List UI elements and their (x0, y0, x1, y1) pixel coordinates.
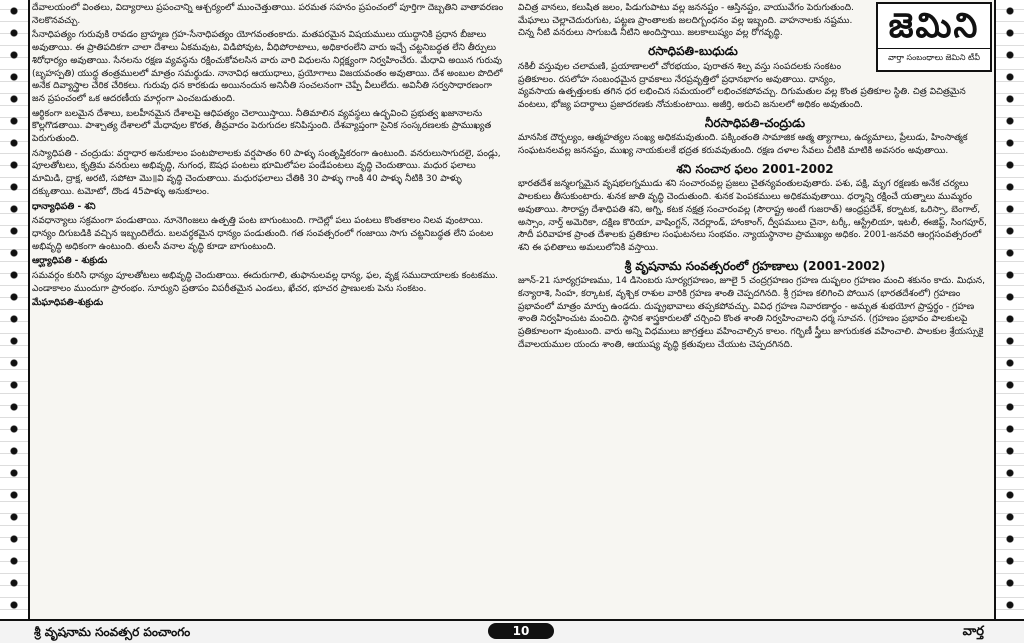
paragraph: సమవర్గం కురిసి ధాన్యం పూలతోటలు అభివృద్ధి చెందుతాయి. ఈదురుగాలి, తుఫానులవల్ల ధాన్య, ఫల, వృక్ష సముదాయాలకు కంటకము. ఎండాకాలం ముందుగా ప్రారంభం. సూర్యుని ప్రతాపం విపరీతమైన ఎండలు, ఖేచర, భూచర ప్రాణులకు పెను సంకటం. (32, 271, 498, 294)
logo-tagline: వార్తా సంబంధాలు జెమిని టీవీ (878, 48, 990, 67)
paragraph: ఆర్థికంగా బలమైన దేశాలు, బలహీనమైన దేశాలపై ఆధిపత్యం చెలాయిస్తాయి. నీతిమాలిన వ్యవస్థలు ఉద్భవించి ప్రభుత్వ ఖజానాలను కొల్లగొడతాయి. పాశ్చాత్య దేశాలలో మేధావుల కొరత, తీవ్రవాదం పెరుగుదల కనిపిస్తుంది. దేశవ్యాప్తంగా సైనిక సంస్కరణలకు ప్రాముఖ్యత పెరుగుతుంది. (32, 108, 492, 145)
section-title: శ్రీ వృషనామ సంవత్సరంలో గ్రహణాలు (2001-2002) (624, 258, 886, 273)
section-title: రసాధిపతి-బుధుడు (648, 44, 738, 59)
paragraph: దేవాలయంలో వింతలు, విద్యారాలు ప్రపంచాన్ని ఆశ్చర్యంలో ముంచెత్తుతాయి. పరమత సహనం ప్రపంచంలో పూర్తిగా దెబ్బతిని వాతావరణం నెలకొనవచ్చు. (32, 3, 504, 26)
paragraph: నకిలీ వస్తువుల చలామణి, ప్రయాణాలలో చోరభయం, పురాతన శిల్ప వస్తు సంపదలకు సంకటం ప్రతికూలం. రసలోహ సంబంధమైన ద్రావకాలు నేరప్రవృత్తిలో ప్రధానభాగం అవుతాయి. ధాన్యం, వ్యవసాయ ఉత్పత్తులకు తగిన ధర లభించిన సమయంలో లభించకపోవచ్చు. దిగుమతుల వల్ల కొంత ప్రతికూల స్థితి. చిత్ర విచిత్రమైన వంటలు, భోజ్య పదార్థాలు ప్రజాదరణకు నోచుకుంటాయి. అజీర్తి, అరుచి జనులలో అధికం అవుతుంది. (518, 61, 966, 110)
newspaper-logo-text: వార్త (962, 624, 984, 639)
paragraph: సేనాధిపత్యం గురువుకి రావడం బ్రాహ్మణ గ్రహ-సేనాధిపత్యం యోగవంతంకాదు. మతపరమైన విషయములు యుద్ధానికి ప్రధాన బీజాలు అవుతాయి. ఈ ప్రాతిపదికగా చాలా దేశాలు ఏకమవుట, విడిపోవుట, వీధిపోరాటాలు, అధికారంలేని వారు ఇచ్చే చట్టనిబద్ధత లేని తీర్పులు శిరోధార్యం అవుతాయి. సేనలను రక్షణ వ్యవస్థను రక్షించుకోవలసిన వారు వారి విధులను నిర్లక్ష్యంగా నిర్వహించేరు. మేధావి అయిన గురువు (బృహస్పతి) యుద్ధ తంత్రములలో మాత్రం సమర్థుడు. నానావిధ ఆయుధాలు, ప్రయోగాలు విజయవంతం అవుతాయి. దేశ అంబుల పొదిలో అనేక దివ్యాస్త్రాల చేరిక చేరికలు. గురువు ధన కారకుడు అయినందున అనినీతి సంచలనంగా చెప్పే వీలులేదు. అవినీతి సర్వసాధారణంగా జన ప్రపంచంలో ఒక ఆదరణీయ మార్గంగా ఎంచబడుతుంది. (32, 30, 503, 104)
subheading: ఆర్ఘ్యాధిపతి - శుక్రుడు (32, 256, 108, 267)
paragraph: నవధాన్యాలు సక్రమంగా పండుతాయి. నూనెగింజలు ఉత్పత్తి పంట బాగుంటుంది. గాదెల్లో పలు పంటలు కొంతకాలం నిలవ వుంటాయి. ధాన్యం దిగుబడికి వచ్చిన ఇబ్బందిలేదు. బలవర్ధకమైన ధాన్యం పండుతుంది. గత సంవత్సరంలో గంజాయి సాగు చట్టనిబద్ధత లేని పంటల అభివృద్ధి అధికంగా ఉంటుంది. తులసీ వనాల వృద్ధి కూడా బాగుంటుంది. (32, 216, 494, 252)
section-title: నీరసాధిపతి-చంద్రుడు (704, 115, 806, 130)
paragraph: జూన్-21 సూర్యగ్రహణము, 14 డిసెంబరు సూర్యగ్రహణం, జూలై 5 చంద్రగ్రహణం గ్రహణ దుష్ఫలం గ్రహణం మంచి శకునం కాదు. మిధున, కన్యారాశి, సింహ, కర్కాటక, వృశ్చిక రాశుల వారికి గ్రహణ శాంతి చెప్పదగినది. శ్రీ గ్రహణ కలిగించి పోయిన (భారతదేశంలో) గ్రహణం ప్రభావంలో మాత్రం మార్పు ఉండదు. దుష్ప్రభావాలు తప్పకపోవచ్చు. వివిధ గ్రహణ నివారణార్థం - అమృత శుభయోగ ప్రాప్తర్థం - గ్రహణ శాంతి నిర్వహించుట మంచిది. స్థానిక శాస్త్రకారులతో చర్చించి కొంత శాంతి నిర్వహించాలని ధర్మ సూచన. (గ్రహణం ప్రభావం పాలకులపై ప్రతికూలంగా వుంటుంది. వారు అన్ని విధములు జాగ్రత్తలు వహించాల్సిన కాలం. గర్భిణీ స్త్రీలు జాగురుకత వహించాలి. పాలకుల శ్రేయస్సుకై దేవాలయముల యందు శాంతి, ఆయుష్య వృద్ధి క్రతువులు చేయుట చెప్పదగినది. (518, 276, 985, 350)
section-title: శని సంచార ఫలం 2001-2002 (676, 161, 834, 176)
logo-title: జెమిని (888, 6, 980, 46)
right-column (518, 2, 992, 619)
subheading: మేఘాధిపతి-శుక్రుడు (32, 298, 104, 309)
left-ornamental-border (0, 0, 30, 621)
gemini-logo (876, 2, 992, 72)
paragraph: విచిత్ర వానలు, కలుషిత జలం, పిడుగుపాటు వల్ల జననష్టం - ఆస్తినష్టం, వాయువేగం పెరుగుతుంది. మేఘాలు చెల్లాచెదురుగుట, పట్టణ ప్రాంతాలకు జలదిగ్బంధనం వల్ల ఇబ్బంది. వాహనాలకు నష్టము. చిన్న నీటి వనరులు సాగుబడి నీటిని అందిస్తాయి. జలకాలుష్యం వల్ల రోగవృద్ధి. (518, 3, 854, 39)
right-ornamental-border (994, 0, 1024, 621)
page-footer (0, 619, 1024, 643)
paragraph: భారతదేశ జన్మలగ్నమైన వృషభలగ్నముడు శని సంచారంవల్ల ప్రజలు చైతన్యవంతులవుతారు. పశు, పక్షి, మృగ రక్షణకు అనేక చర్యలు పాలకులు తీసుకుంటారు. శునక జాతి వృద్ధి చెందుతుంది. శునక పెంపకములు అధికమవుతాయి. ధర్మాన్ని రక్షించే యత్నాలు ముమ్మరం అవుతాయి. సౌరాష్ట్ర దేశాధిపతి శని, అగ్ని, కటక నక్షత్ర సంచారంవల్ల (సౌరాష్ట్ర అంటే గుజరాత్) ఆంధ్రప్రదేశ్, కర్నాటక, ఒరిస్సా, బెంగాల్, అస్సాం, నార్త్ అమెరికా, దక్షిణ కొరియా, వాషింగ్టన్, నెదర్లాండ్, హాంకాంగ్, ద్వీపములు చైనా, టర్కీ, ఆస్ట్రేలియా, ఇటలీ, ఈజిప్ట్, సింగపూర్, సౌదీ పరివాహక ప్రాంత దేశాలకు ప్రతికూల సంఘటనలు సంభవం. న్యాయస్థానాల ప్రాముఖ్యం అధికం. 2001-జనవరి ఆంగ్లసంవత్సరంలో శని ఈ ఫలితాలు అమలులోనికి వస్తాయి. (518, 179, 987, 253)
left-column (32, 2, 506, 619)
footer-left-text: శ్రీ వృషనామ సంవత్సర పంచాంగం (34, 625, 191, 639)
subheading: ధాన్యాధిపతి - శని (32, 201, 96, 212)
paragraph: మానసిక దౌర్బల్యం, ఆత్మహత్యల సంఖ్య అధికమవుతుంది. పక్కింతంతి సామాజిక ఆత్మ త్యాగాలు, ఉద్యమాలు, ప్రేలుడు, హింసాత్మక సంఘటనలవల్ల జననష్టం, ముఖ్య నాయకులకే భద్రత కరువవుతుంది. రక్షణ దళాల సేవలు చీటికి మాటికి అవసరం అవుతాయి. (518, 133, 968, 157)
paragraph: నస్యాధిపతి - చంద్రుడు: వర్షాధార అనుకూలం పంటపొలాలకు వర్షపాతం 60 పాళ్ళు సంతృప్తికరంగా ఉంటుంది. వనరులుసాగుదలై, పండ్లు, పూలతోటలు, కృత్రిమ వనరులు అభివృద్ధి, నుగంధ, ఔషధ పంటలు భూమిలోపల పండేపంటలు వృద్ధి చెందుతాయి. మధుర ఫలాలు మామిడి, ద్రాక్ష, అరటి, సపోటా మొ॥వి వృద్ధి చెందుతాయి. మధురఫలాలు చేతికి 30 పాళ్ళు గాంకి 40 పాళ్ళు నీటికి 30 పాళ్ళు దక్కుతాయి. టమోటో, దొండ 45పాళ్ళు అనుకూలం. (32, 148, 501, 197)
page-number: 10 (488, 623, 554, 639)
content-area (32, 2, 992, 619)
